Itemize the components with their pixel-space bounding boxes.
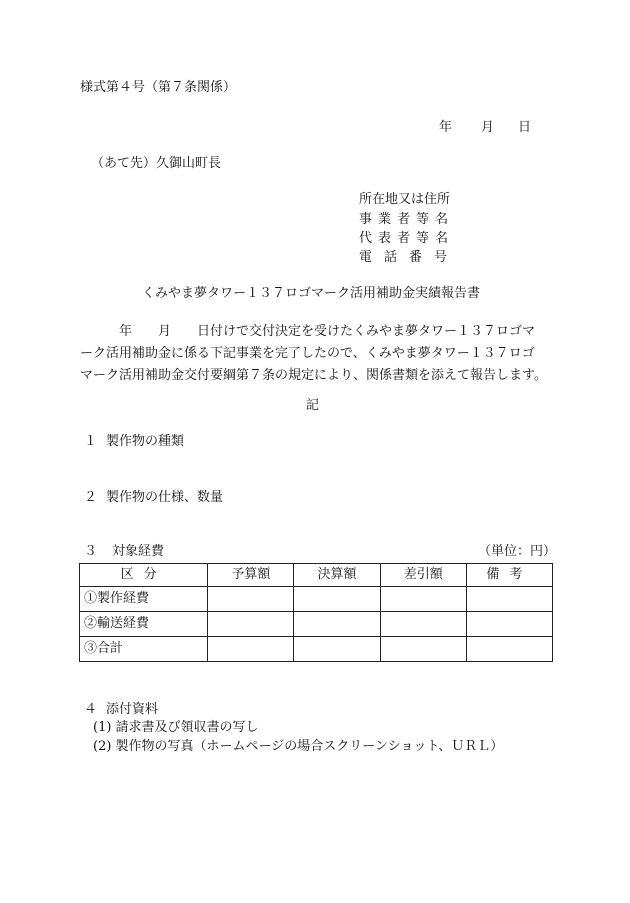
table-cell (208, 612, 294, 637)
header-settlement: 決算額 (294, 564, 380, 587)
table-row (80, 587, 553, 612)
section1-label: 製作物の種類 (106, 434, 185, 449)
table-cell (466, 587, 552, 612)
section4-label: 添付資料 (106, 702, 159, 717)
row-label: ①製作経費 (80, 587, 208, 612)
table-header-row (80, 564, 553, 587)
table-cell (208, 637, 294, 662)
ki-marker: 記 (306, 398, 320, 413)
section3-number: ３ (84, 544, 98, 559)
applicant-phone-label: 電話番号 (359, 250, 460, 265)
table-cell (294, 612, 380, 637)
body-line: ーク活用補助金に係る下記事業を完了したので、くみやま夢タワー１３７ロゴ (80, 346, 535, 361)
section4-number: ４ (84, 702, 98, 717)
body-line: マーク活用補助金交付要綱第７条の規定により、関係書類を添えて報告します。 (80, 368, 547, 383)
row-label: ②輸送経費 (80, 612, 208, 637)
section2-label: 製作物の仕様、数量 (106, 490, 224, 505)
date-day: 日 (518, 120, 532, 135)
section3-label: 対象経費 (112, 544, 165, 559)
table-cell (380, 587, 466, 612)
applicant-address-label: 所在地又は住所 (359, 192, 451, 207)
header-budget: 予算額 (208, 564, 294, 587)
table-cell (466, 612, 552, 637)
table-cell (294, 587, 380, 612)
header-category: 区分 (80, 564, 208, 587)
form-number: 様式第４号（第７条関係） (80, 80, 237, 95)
table-cell (294, 637, 380, 662)
body-line: 年 月 日付けで交付決定を受けたくみやま夢タワー１３７ロゴマ (80, 324, 536, 339)
attachment-item-2: (2) 製作物の写真（ホームページの場合スクリーンショット、ＵＲＬ） (93, 739, 504, 754)
header-remarks: 備考 (466, 564, 552, 587)
applicant-representative-label: 代表者等名 (359, 231, 455, 246)
date-month: 月 (481, 120, 495, 135)
table-cell (380, 637, 466, 662)
report-body (80, 321, 555, 387)
applicant-business-label: 事業者等名 (359, 212, 455, 227)
table-cell (380, 612, 466, 637)
table-cell (208, 587, 294, 612)
section2-number: ２ (84, 490, 98, 505)
attachment-item-1: (1) 請求書及び領収書の写し (93, 720, 259, 735)
table-cell (466, 637, 552, 662)
unit-label: （単位：円） (478, 544, 557, 559)
table-row (80, 637, 553, 662)
section1-number: １ (84, 434, 98, 449)
cost-table (79, 563, 553, 662)
document-title: くみやま夢タワー１３７ロゴマーク活用補助金実績報告書 (142, 286, 481, 301)
table-row (80, 612, 553, 637)
recipient: （あて先）久御山町長 (91, 156, 222, 171)
header-difference: 差引額 (380, 564, 466, 587)
date-year: 年 (439, 120, 453, 135)
row-label: ③合計 (80, 637, 208, 662)
